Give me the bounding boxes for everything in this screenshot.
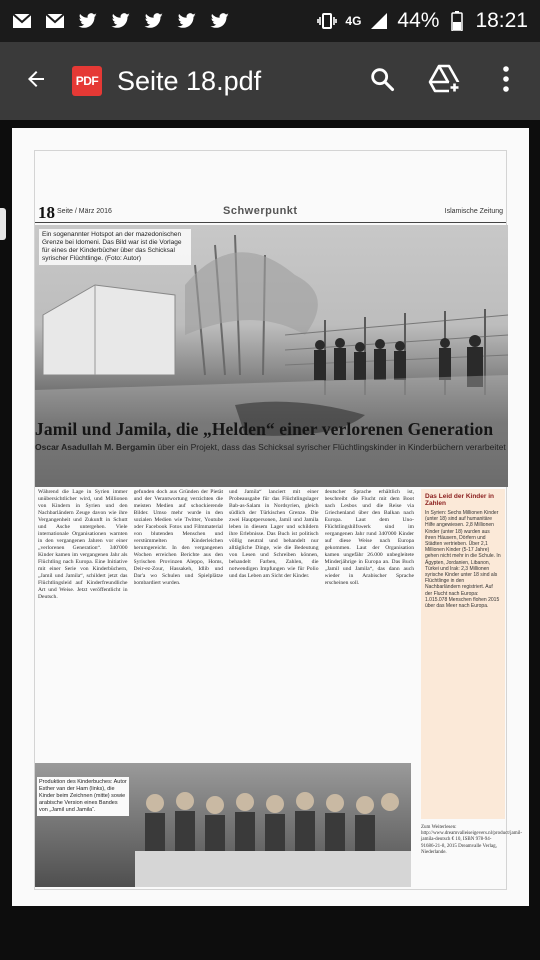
- byline: [35, 442, 506, 452]
- email-icon: [45, 11, 65, 31]
- side-handle[interactable]: [0, 208, 6, 240]
- bottom-photo-caption: Produktion des Kinderbuches: Autor Esther van der Ham (links), die Kinder beim Zeichnen (mitte) sowie arabische Version eines Bandes von „Jamil und Jamila“.: [37, 777, 129, 816]
- overflow-menu-button[interactable]: [486, 61, 526, 101]
- arrow-back-icon: [24, 67, 48, 95]
- headline: Jamil und Jamila, die „Helden“ einer verlorenen Generation: [35, 419, 494, 439]
- newspaper-header: [35, 203, 506, 223]
- battery-percent: 44%: [397, 9, 440, 32]
- pdf-file-icon: PDF: [72, 66, 102, 96]
- article-column: gefunden doch aus Gründen der Pietät und der Verantwortung verzichten die meisten Medien auf schockierende Bilder. Umso mehr wurde in den sozialen Medien wie Twitter, Youtube oder Facebook Fotos und Filmmaterial von blutenden Menschen und verstümmelten Kinderleichen herumgereicht. In den vergangenen Wochen erreichen Berichte aus den Syrischen Provinzen Aleppo, Homs, Deir-ez-Zour, Hassakeh, Idlib und Dar'a wo Schulen und Spielplätze bombardiert wurden.: [133, 489, 223, 586]
- facts-sidebar: [421, 489, 505, 819]
- pdf-viewer[interactable]: [0, 120, 540, 960]
- twitter-icon: [111, 11, 131, 31]
- photo-caption: Ein sogenannter Hotspot an der mazedonischen Grenze bei Idomeni. Das Bild war ist die Vorlage für eines der Kinderbücher über das Schicksal syrischer Flüchtlinge. (Foto: Autor): [39, 229, 191, 265]
- vibrate-icon: [317, 11, 337, 31]
- twitter-icon: [210, 11, 230, 31]
- email-icon: [12, 11, 32, 31]
- twitter-icon: [177, 11, 197, 31]
- drive-add-icon: [428, 64, 460, 98]
- status-bar: [0, 0, 540, 42]
- system-status: [317, 9, 528, 33]
- app-actions: [362, 61, 526, 101]
- network-type: 4G: [345, 14, 362, 28]
- book-credit: Zum Weiterlesen: http://www.dreamvalleiseigevers.nl/product/jamil-jamila-deutsch € 10, ISBN 978-94-91686-21-8, 2015 Dreamvalle Verlag, Niederlande.: [421, 825, 523, 855]
- search-icon: [368, 65, 396, 97]
- sidebar-text: In Syrien: Sechs Millionen Kinder (unter 18) sind auf humanitäre Hilfe angewiesen. 2,8 Millionen Kinder (unter 18) wurden aus ihren Häusern, Dörfern und Städten vertrieben. Über 2,1 Millionen Kinder (5-17 Jahre) gehen nicht mehr in die Schule. In Ägypten, Jordanien, Libanon, Türkei und Irak: 2,3 Millionen syrische Kinder unter 18 sind als Flüchtlinge in den Nachbarländern registriert. Auf der Flucht nach Europa: 1.015.078 Menschen flohen 2015 über das Meer nach Europa.: [425, 510, 501, 610]
- notification-icons: [12, 11, 230, 31]
- battery-icon: [447, 11, 467, 31]
- page-number: 18: [38, 203, 55, 222]
- page-date: Seite / März 2016: [57, 208, 112, 215]
- children-book-photo: [35, 763, 411, 887]
- article-column: und Jamila“ lanciert mit einer Probeausgabe für das Flüchtlingslager Bab-as-Salam in Nordsyrien, gleich südlich der Türkischen Grenze. Die zwei Hauptpersonen, Jamil und Jamila leben in diesem Lager und schildern ihre Erlebnisse. Das Buch ist politisch völlig neutral und behandelt nur alltägliche Dinge, wie die Bedeutung von Lesen und Schreiben können, behandelt Farben, Zahlen, die notwendigen Impfungen wie für Polio und das Leben am Sicht der Kinder.: [229, 489, 319, 579]
- section-title: Schwerpunkt: [223, 205, 298, 217]
- twitter-icon: [78, 11, 98, 31]
- sidebar-title: Das Leid der Kinder in Zahlen: [425, 493, 494, 507]
- clock: 18:21: [475, 9, 528, 32]
- search-button[interactable]: [362, 61, 402, 101]
- article-column: Während die Lage in Syrien immer unübersichtlicher wird, und Millionen von Kindern in Syrien und den Nachbarländern Zeuge davon wie ihre Vergangenheit und Zukunft in Schutt und Asche untergehen. Viele internationale Organisationen warnten in den vergangenen Jahren vor einer „verlorenen Generation“. 340'000 Kinder kamen im vergangenen Jahr als Flüchtling nach Europa. Eine Initiative mit einer Serie von Kinderbüchern, „Jamil und Jamila“, schildert jetzt das Flüchtlingsleid auf Kinderfreundliche Art und Weise. Jetzt veröffentlicht in Deutsch.: [38, 489, 128, 600]
- twitter-icon: [144, 11, 164, 31]
- app-bar: [0, 42, 540, 120]
- article-column: deutscher Sprache erhältlich ist, beschreibt die Flucht mit dem Boot nach Lesbos und die Reise via Griechenland über den Balkan nach Europa. Laut dem Uno-Flüchtlingshilfswerk sind im vergangenen Jahr rund 340'000 Kinder auf diese Weise nach Europa gekommen. Laut der Organisation kamen ungefähr 26.000 unbegleitete Minderjährige in Europa an. Das Buch „Jamil und Jamila“, das dann auch wieder in Arabischer Sprache erscheinen soll.: [324, 489, 414, 586]
- signal-icon: [369, 11, 389, 31]
- more-vert-icon: [502, 65, 510, 97]
- back-button[interactable]: [0, 42, 72, 120]
- paper-name: Islamische Zeitung: [444, 208, 503, 215]
- add-to-drive-button[interactable]: [424, 61, 464, 101]
- byline-text: über ein Projekt, dass das Schicksal syrischer Flüchtlingskinder in Kinderbüchern verarbeitet: [157, 442, 506, 452]
- byline-author: Oscar Asadullah M. Bergamin: [35, 442, 156, 452]
- article-heading: [35, 419, 506, 452]
- document-title: Seite 18.pdf: [117, 65, 262, 96]
- header-rule: [35, 222, 506, 223]
- pdf-page[interactable]: [12, 128, 529, 906]
- page-content: [34, 150, 523, 890]
